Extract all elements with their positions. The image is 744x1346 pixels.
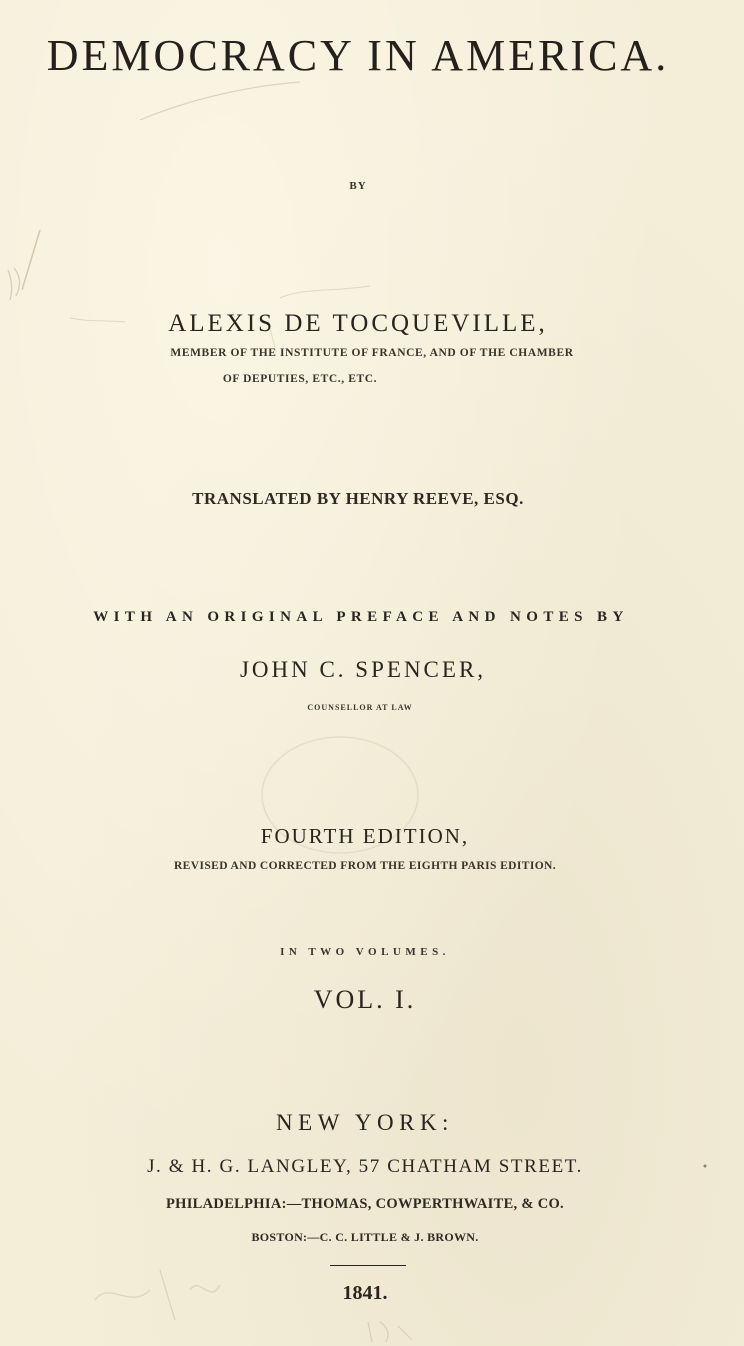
- edition-note: REVISED AND CORRECTED FROM THE EIGHTH PARIS EDITION.: [173, 860, 557, 872]
- philadelphia-agent: PHILADELPHIA:—THOMAS, COWPERTHWAITE, & CO.: [166, 1196, 564, 1212]
- volumes-label: IN TWO VOLUMES.: [280, 946, 450, 958]
- publication-city: NEW YORK:: [276, 1110, 454, 1135]
- editor-title: COUNSELLOR AT LAW: [307, 703, 413, 712]
- editor-name: JOHN C. SPENCER,: [239, 657, 487, 682]
- publication-year: 1841.: [342, 1282, 388, 1304]
- book-title: DEMOCRACY IN AMERICA.: [46, 31, 670, 80]
- author-affiliation-line2: OF DEPUTIES, ETC., ETC.: [222, 373, 378, 385]
- author-affiliation-line1: MEMBER OF THE INSTITUTE OF FRANCE, AND OF THE CHAMBER: [170, 347, 574, 359]
- volume-number: VOL. I.: [313, 985, 417, 1014]
- publisher-line: J. & H. G. LANGLEY, 57 CHATHAM STREET.: [147, 1156, 583, 1177]
- edition-label: FOURTH EDITION,: [260, 824, 470, 848]
- preface-credit: WITH AN ORIGINAL PREFACE AND NOTES BY: [93, 609, 629, 625]
- boston-agent: BOSTON:—C. C. LITTLE & J. BROWN.: [251, 1230, 479, 1244]
- by-label: BY: [349, 180, 367, 192]
- translator-credit: TRANSLATED BY HENRY REEVE, ESQ.: [192, 489, 524, 508]
- divider-rule: [330, 1265, 406, 1266]
- author-name: ALEXIS DE TOCQUEVILLE,: [168, 310, 548, 337]
